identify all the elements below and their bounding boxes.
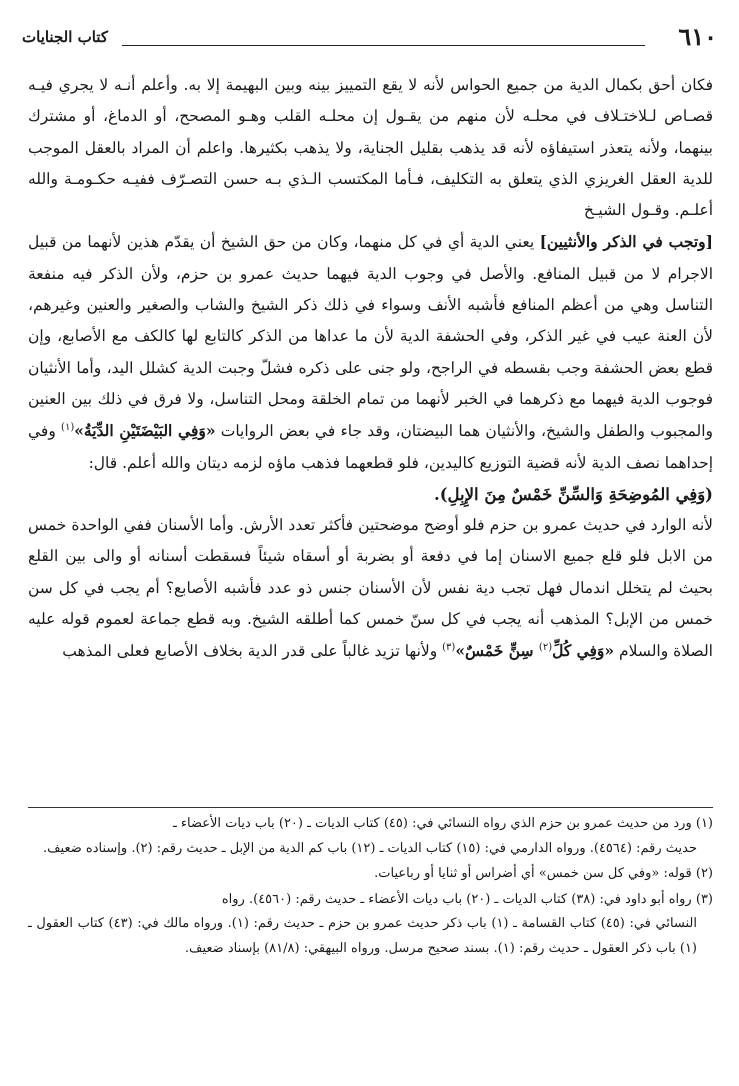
footnote-ref-1: (١) [61, 422, 75, 434]
matn-line: (وَفِي المُوضِحَةِ وَالسِّنِّ خَمْسٌ مِنَ الإِبِلِ). [434, 484, 713, 504]
footnote-text: ورد من حديث عمرو بن حزم الذي رواه النسائي في: (٤٥) كتاب الديات ـ (٢٠) باب ديات الأعضاء ـ [172, 816, 692, 831]
running-title: كتاب الجنايات [22, 28, 108, 46]
header-rule [122, 45, 645, 46]
paragraph-3-text: لأنه الوارد في حديث عمرو بن حزم فلو أوضح موضحتين فأكثر تعدد الأرش. وأما الأسنان ففي الواحدة خمس من الابل فلو قلع جميع الاسنان إما في دفعة أو بضربة أو أسقاه شيئاً فسقطت أسنانه أو والى بين القلع بحيث لم يتخلل اندمال فهل تجب دية نفس لأن الأسنان جنس ذو عدد فأشبه الأصابع؟ أم يجب في كل سن خمس من الإبل؟ المذهب أنه يجب في كل سنّ خمس كما أطلقه الشيخ. وبه قطع جماعة لعموم قوله عليه الصلاة والسلام [28, 516, 713, 661]
footnote-separator [28, 807, 713, 808]
paragraph-3 [28, 510, 713, 667]
paragraph-3-end: ولأنها تزيد غالباً على قدر الدية بخلاف الأصابع فعلى المذهب [62, 642, 443, 661]
footnote-continuation: حديث رقم: (٤٥٦٤). ورواه الدارمي في: (١٥) كتاب الديات ـ (١٢) باب كم الدية من الإبل ـ حديث رقم: (٢). وإسناده ضعيف. [42, 840, 697, 856]
footnote-2 [28, 862, 713, 887]
footnote-ref-2: (٢) [538, 642, 553, 654]
page-header [22, 18, 717, 58]
paragraph-1: فكان أحق بكمال الدية من جميع الحواس لأنه لا يقع التمييز بينه وبين البهيمة إلا به. وأعلم أنـه لا يجري فيـه قصـاص لـلاختـلاف في محلـه لأن منهم من يقـول إن محلـه القلب وهـو المصحح، أو الدماغ، أو مشترك بينهما، ولأنه يتعذر استيفاؤه لأنه قد يذهب بقليل الجناية، ولا يذهب بكثيرها. واعلم أن المراد بالعقل الموجب للدية العقل الغريزي الذي يتعلق به التكليف، فـأما المكتسب الـذي بـه حسن التصـرّف ففيـه حكـومـة والله أعلـم. وقـول الشيـخ [28, 76, 713, 220]
footnote-number: (٣) [695, 891, 713, 907]
footnote-number: (٢) [695, 866, 713, 881]
hadith-quote-1: «وَفِي البَيْضَتَيْنِ الدِّيَةُ» [74, 421, 216, 441]
page-number: ٦١٠ [678, 22, 717, 51]
footnote-number: (١) [695, 816, 713, 831]
footnote-text: رواه أبو داود في: (٣٨) كتاب الديات ـ (٢٠) باب ديات الأعضاء ـ حديث رقم: (٤٥٦٠). رواه [221, 891, 692, 907]
footnotes [28, 812, 713, 962]
footnote-text: قوله: «وفي كل سن خمس» أي أضراس أو ثنايا أو رباعيات. [374, 866, 692, 881]
paragraph-2-end: وفي إحداهما نصف الدية لأنه قضية التوزيع كاليدين، فلو قطعهما فذهب ماؤه لزمه ديتان والله أعلم. قال: [28, 422, 713, 472]
main-text [28, 70, 713, 668]
hadith-quote-2a: «وَفِي كُلِّ [552, 641, 615, 661]
matn-quote: [وتجب في الذكر والأنثيين] [539, 232, 713, 252]
paragraph-2-text: يعني الدية أي في كل منهما، وكان من حق الشيخ أن يقدّم هذين لأنهما من قبيل الاجرام لا من قبيل المنافع. والأصل في وجوب الدية فيهما حديث عمرو بن حزم، ولأن الذكر فيه منفعة التناسل وهي من أعظم المنافع فأشبه الأنف وسواء في ذلك ذكر الشيخ والشاب والصغير والعنين وغيرهم، لأن العنة عيب في غير الذكر، وفي الحشفة الدية لأن ما عداها من الذكر كالتابع لها كالكف مع الأصابع، وإن قطع بعض الحشفة وجب بقسطه في الراجح، ولو جنى على ذكره فشلّ وجبت الدية كشلل اليد، وأما الأنثيان فوجوب الدية فيهما مع ذكرهما في الخبر لأنهما من تمام الخلقة ومحل التناسل، ولا فرق في ذلك بين العنين والمجبوب والطفل والشيخ، والأنثيان هما البيضتان، وقد جاء في بعض الروايات [28, 233, 713, 441]
footnote-3 [28, 888, 713, 962]
footnote-1 [28, 812, 713, 861]
footnote-continuation: النسائي في: (٤٥) كتاب القسامة ـ (١) باب ذكر حديث عمرو بن حزم ـ حديث رقم: (١). ورواه مالك في: (٤٣) كتاب العقول ـ (١) باب ذكر العقول ـ حديث رقم: (١). بسند صحيح مرسل. ورواه البيهقي: (٨١/٨) بإسناد ضعيف. [28, 916, 698, 956]
footnote-ref-3: (٣) [442, 642, 456, 654]
hadith-quote-2b: سِنٍّ خَمْسٌ» [455, 641, 539, 661]
paragraph-2 [28, 226, 713, 478]
